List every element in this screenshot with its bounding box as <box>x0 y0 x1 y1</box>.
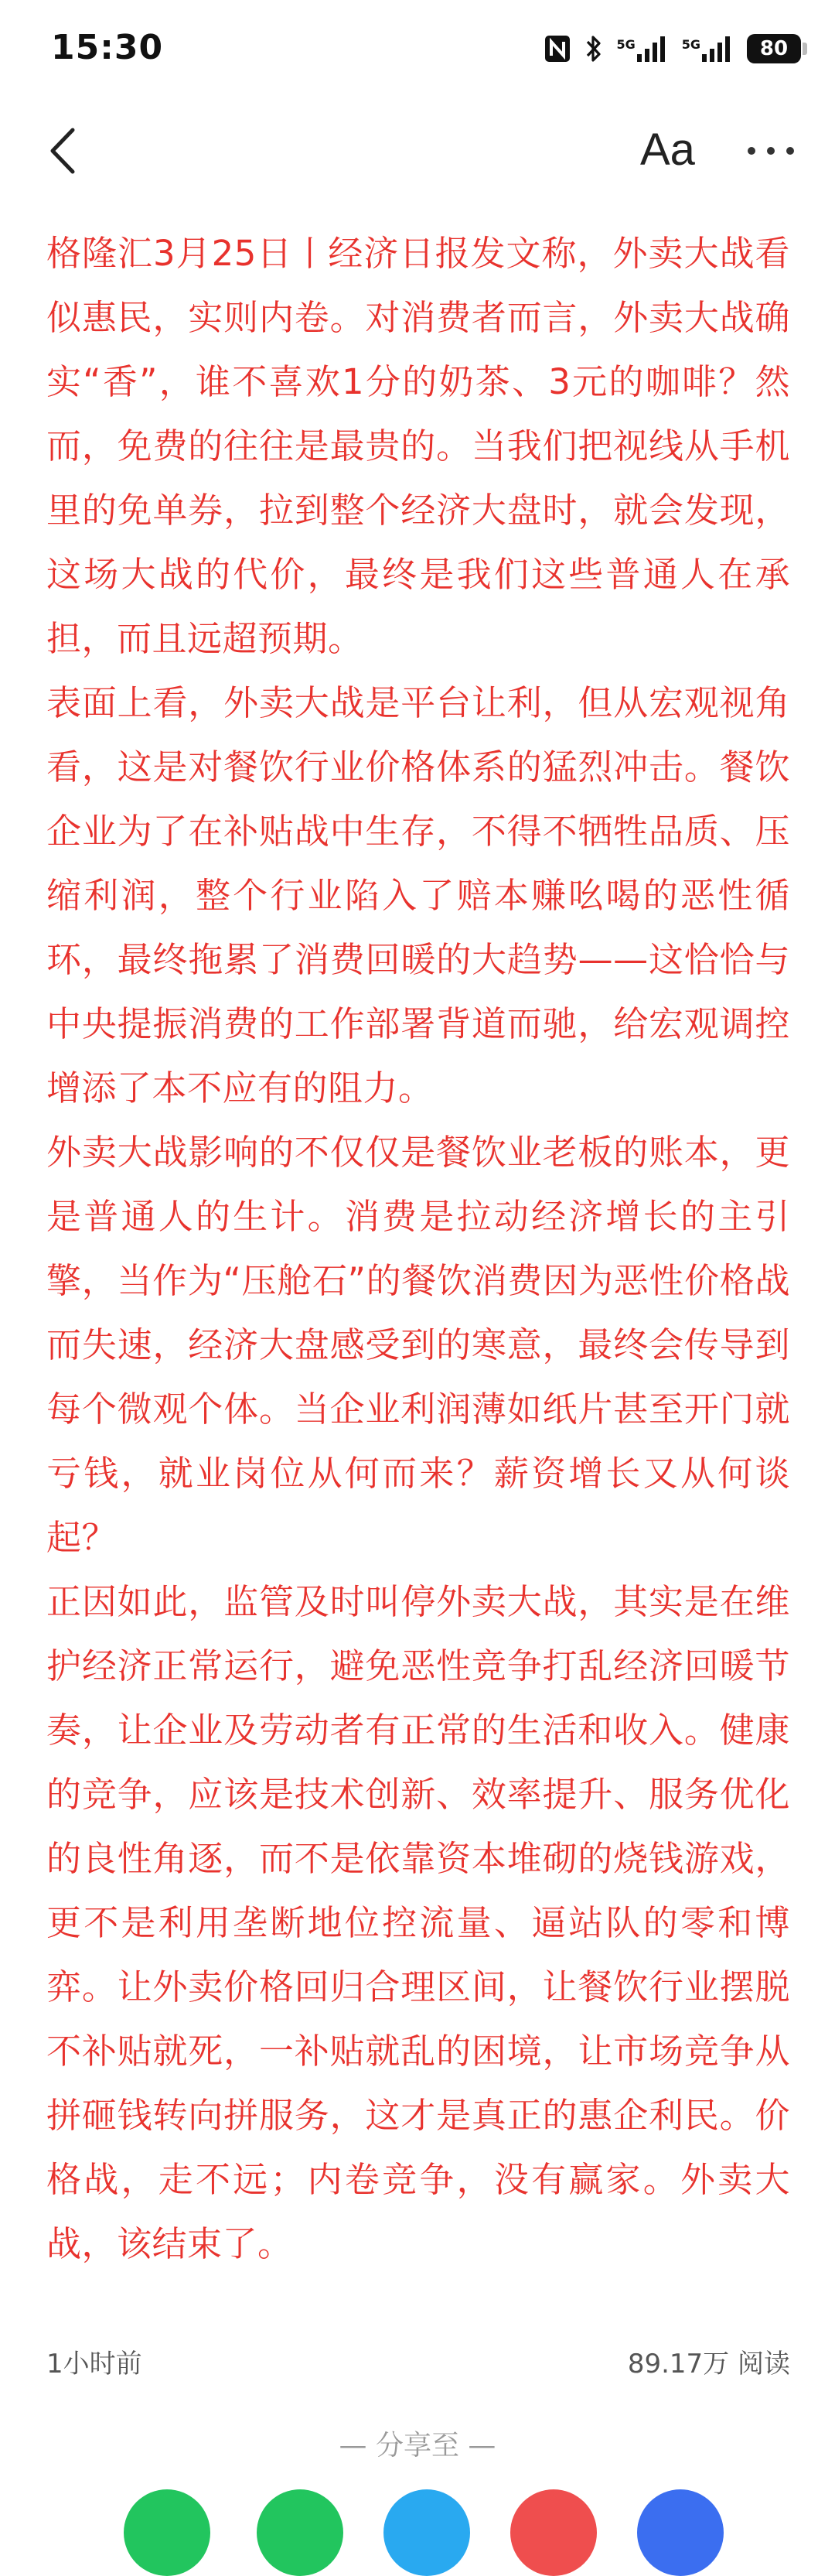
nfc-icon <box>544 34 571 63</box>
article-paragraph: 正因如此，监管及时叫停外卖大战，其实是在维护经济正常运行，避免恶性竞争打乱经济回暖节奏，让企业及劳动者有正常的生活和收入。健康的竞争，应该是技术创新、效率提升、服务优化的良性角逐，而不是依靠资本堆砌的烧钱游戏，更不是利用垄断地位控流量、逼站队的零和博弈。让外卖价格回归合理区间，让餐饮行业摆脱不补贴就死，一补贴就乱的困境，让市场竞争从拼砸钱转向拼服务，这才是真正的惠企利民。价格战，走不远；内卷竞争，没有赢家。外卖大战，该结束了。 <box>46 1581 790 2264</box>
back-button[interactable] <box>42 125 88 176</box>
status-icons <box>544 29 807 68</box>
share-qq-button[interactable] <box>383 2489 470 2576</box>
more-dots-icon <box>744 132 798 170</box>
signal-5g-icon: 5G <box>682 36 733 62</box>
publish-time: 1小时前 <box>46 2349 142 2380</box>
battery-level: 80 <box>747 34 801 63</box>
more-button[interactable] <box>744 132 798 170</box>
signal-5g-icon: 5G <box>616 36 667 62</box>
share-wechat-button[interactable] <box>124 2489 210 2576</box>
nav-bar <box>0 108 835 193</box>
share-title: — 分享至 — <box>339 2430 496 2462</box>
bluetooth-icon <box>585 34 602 63</box>
article-meta <box>46 2342 790 2389</box>
article-body <box>46 221 790 2276</box>
share-qzone-button[interactable] <box>637 2489 724 2576</box>
share-row <box>0 2489 835 2520</box>
status-time: 15:30 <box>51 28 164 67</box>
article-paragraph: 外卖大战影响的不仅仅是餐饮业老板的账本，更是普通人的生计。消费是拉动经济增长的主引擎，当作为“压舱石”的餐饮消费因为恶性价格战而失速，经济大盘感受到的寒意，最终会传导到每个微观个体。当企业利润薄如纸片甚至开门就亏钱，就业岗位从何而来？薪资增长又从何谈起？ <box>46 1132 790 1558</box>
article-paragraph: 表面上看，外卖大战是平台让利，但从宏观视角看，这是对餐饮行业价格体系的猛烈冲击。餐饮企业为了在补贴战中生存，不得不牺牲品质、压缩利润，整个行业陷入了赔本赚吆喝的恶性循环，最终拖累了消费回暖的大趋势——这恰恰与中央提振消费的工作部署背道而驰，给宏观调控增添了本不应有的阻力。 <box>46 682 790 1109</box>
status-bar <box>0 0 835 101</box>
read-count: 89.17万 阅读 <box>627 2349 790 2380</box>
battery-icon <box>803 43 807 55</box>
article-paragraph: 格隆汇3月25日丨经济日报发文称，外卖大战看似惠民，实则内卷。对消费者而言，外卖大战确实“香”，谁不喜欢1分的奶茶、3元的咖啡？然而，免费的往往是最贵的。当我们把视线从手机里的免单券，拉到整个经济大盘时，就会发现，这场大战的代价，最终是我们这些普通人在承担，而且远超预期。 <box>46 233 790 659</box>
share-moments-button[interactable] <box>257 2489 343 2576</box>
battery-indicator <box>747 34 807 63</box>
share-weibo-button[interactable] <box>510 2489 597 2576</box>
font-size-button[interactable]: Aa <box>640 125 695 175</box>
chevron-left-icon <box>42 125 88 176</box>
